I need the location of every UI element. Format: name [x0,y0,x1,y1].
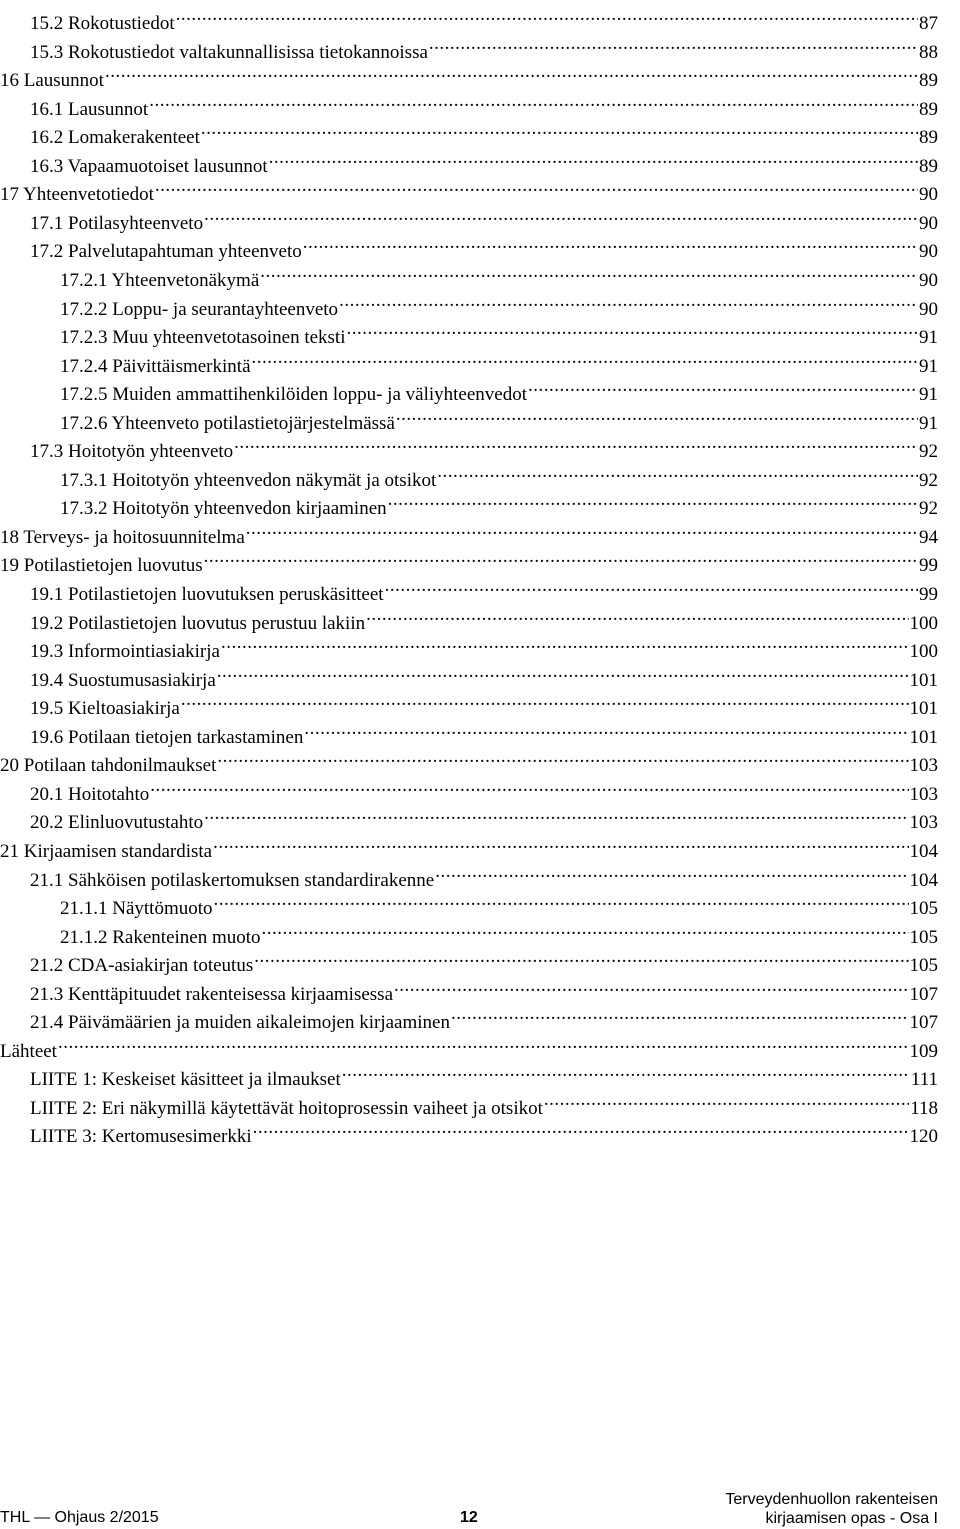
toc-dot-leader [221,629,909,657]
toc-dot-leader [181,686,909,714]
toc-entry-title: 21.4 Päivämäärien ja muiden aikaleimojen kirjaaminen [30,1012,450,1034]
toc-dot-leader [303,229,918,257]
toc-entry-page: 111 [910,1069,938,1091]
toc-entry-title: 17.1 Potilasyhteenveto [30,212,204,234]
toc-entry[interactable] [60,372,938,406]
toc-entry[interactable] [30,429,938,463]
toc-dot-leader [204,800,908,828]
toc-entry-title: 15.3 Rokotustiedot valtakunnallisissa tietokannoissa [30,41,428,63]
toc-dot-leader [262,915,909,943]
toc-dot-leader [204,543,918,571]
toc-entry[interactable] [30,658,938,691]
toc-entry-page: 90 [919,298,938,320]
toc-entry[interactable] [60,401,938,434]
toc-entry[interactable] [30,1114,938,1148]
toc-dot-leader [246,515,918,543]
toc-entry-page: 91 [919,355,938,377]
toc-entry[interactable] [30,87,938,120]
toc-entry-title: 20.2 Elinluovutustahto [30,812,204,834]
toc-entry-title: 21.1.1 Näyttömuoto [60,898,213,920]
toc-entry-title: 19.2 Potilastietojen luovutus perustuu lakiin [30,612,366,634]
toc-entry-page: 88 [919,41,938,63]
toc-dot-leader [394,972,908,1000]
toc-dot-leader [105,58,918,86]
toc-entry-page: 107 [909,983,938,1005]
toc-entry-title: 19.5 Kieltoasiakirja [30,698,180,720]
toc-dot-leader [342,1057,910,1085]
toc-entry-title: 20.1 Hoitotahto [30,783,150,805]
toc-entry-page: 103 [909,783,938,805]
toc-entry-page: 103 [909,812,938,834]
toc-dot-leader [429,30,918,58]
toc-entry[interactable] [30,800,938,834]
toc-entry-title: 21.1.2 Rakenteinen muoto [60,926,261,948]
toc-entry[interactable] [60,886,938,920]
toc-entry[interactable] [60,344,938,377]
toc-entry-page: 94 [919,526,938,548]
toc-entry[interactable] [60,915,938,948]
toc-dot-leader [149,87,918,115]
toc-entry[interactable] [0,743,938,777]
toc-entry[interactable] [30,572,938,605]
toc-entry-title: LIITE 2: Eri näkymillä käytettävät hoitoprosessin vaiheet ja otsikot [30,1097,543,1119]
toc-entry-title: 21 Kirjaamisen standardista [0,840,213,862]
toc-dot-leader [176,1,918,29]
toc-entry-page: 89 [919,155,938,177]
toc-entry-page: 118 [910,1097,938,1119]
toc-entry-page: 101 [909,669,938,691]
toc-dot-leader [339,287,918,315]
toc-entry-title: 21.3 Kenttäpituudet rakenteisessa kirjaamisessa [30,983,394,1005]
toc-entry-page: 92 [919,498,938,520]
page-footer [0,1490,960,1529]
toc-entry-page: 101 [909,698,938,720]
toc-entry-page: 91 [919,327,938,349]
toc-entry-title: 16 Lausunnot [0,70,104,92]
toc-entry-page: 100 [909,612,938,634]
toc-dot-leader [366,601,908,629]
toc-entry-title: 16.1 Lausunnot [30,98,149,120]
toc-dot-leader [214,886,909,914]
toc-dot-leader [385,572,918,600]
toc-dot-leader [234,429,918,457]
toc-dot-leader [528,372,918,400]
toc-dot-leader [155,172,918,200]
toc-entry-title: 17.2.5 Muiden ammattihenkilöiden loppu- ja väliyhteenvedot [60,384,527,406]
toc-entry[interactable] [0,172,938,206]
footer-title-line-2: kirjaamisen opas - Osa I [765,1510,938,1527]
toc-entry-title: 17.2.6 Yhteenveto potilastietojärjestelmässä [60,412,395,434]
toc-entry[interactable] [30,1,938,34]
toc-entry-title: 17.3.1 Hoitotyön yhteenvedon näkymät ja otsikot [60,469,437,491]
toc-entry-title: 17.2.4 Päivittäismerkintä [60,355,251,377]
toc-entry-title: 17.2.2 Loppu- ja seurantayhteenveto [60,298,339,320]
toc-dot-leader [252,344,918,372]
toc-entry-page: 109 [909,1040,938,1062]
toc-entry[interactable] [0,515,938,548]
toc-dot-leader [217,658,909,686]
footer-title [725,1490,938,1528]
toc-entry-page: 105 [909,955,938,977]
toc-entry[interactable] [30,972,938,1005]
toc-dot-leader [437,458,918,486]
toc-entry[interactable] [30,772,938,805]
toc-entry[interactable] [0,829,938,862]
toc-entry[interactable] [30,115,938,149]
toc-dot-leader [544,1086,909,1114]
toc-entry-title: 19.1 Potilastietojen luovutuksen peruskäsitteet [30,584,384,605]
toc-entry-title: 17.2.3 Muu yhteenvetotasoinen teksti [60,327,346,349]
toc-entry-page: 89 [919,127,938,149]
toc-entry-title: 21.2 CDA-asiakirjan toteutus [30,955,254,977]
toc-entry-title: 19 Potilastietojen luovutus [0,555,203,577]
toc-entry[interactable] [30,1057,938,1091]
toc-dot-leader [346,315,918,343]
toc-entry-title: 20 Potilaan tahdonilmaukset [0,755,217,777]
toc-dot-leader [451,1000,909,1028]
toc-entry-page: 92 [919,441,938,463]
toc-entry[interactable] [0,543,938,577]
toc-entry[interactable] [30,943,938,977]
toc-entry[interactable] [30,144,938,177]
toc-entry[interactable] [0,1029,938,1062]
toc-entry[interactable] [60,458,938,491]
toc-entry-title: 18 Terveys- ja hoitosuunnitelma [0,526,245,548]
toc-entry[interactable] [60,258,938,291]
toc-dot-leader [254,943,908,971]
toc-entry[interactable] [30,201,938,234]
toc-entry-page: 90 [919,241,938,263]
toc-dot-leader [304,715,908,743]
toc-entry[interactable] [60,315,938,349]
toc-entry-page: 92 [919,469,938,491]
toc-entry-title: 17.3.2 Hoitotyön yhteenvedon kirjaaminen [60,498,387,520]
toc-entry[interactable] [30,686,938,720]
toc-entry-title: Lähteet [0,1040,57,1062]
toc-dot-leader [204,201,918,229]
toc-dot-leader [58,1029,909,1057]
toc-entry[interactable] [30,715,938,748]
footer-title-line-1: Terveydenhuollon rakenteisen [725,1491,938,1508]
toc-entry-title: 16.3 Vapaamuotoiset lausunnot [30,155,268,177]
toc-entry-title: LIITE 3: Kertomusesimerkki [30,1126,252,1148]
toc-entry-page: 90 [919,184,938,206]
toc-dot-leader [150,772,908,800]
toc-entry-page: 100 [909,641,938,663]
toc-entry-page: 89 [919,98,938,120]
toc-entry[interactable] [30,1000,938,1034]
toc-entry-title: 17.2.1 Yhteenvetonäkymä [60,269,260,291]
toc-dot-leader [213,829,908,857]
toc-entry-title: 21.1 Sähköisen potilaskertomuksen standardirakenne [30,869,435,891]
toc-entry-page: 99 [919,584,938,605]
toc-entry-page: 90 [919,269,938,291]
toc-entry-page: 90 [919,212,938,234]
toc-dot-leader [253,1114,909,1142]
toc-entry-page: 91 [919,412,938,434]
footer-publication: THL — Ohjaus 2/2015 [0,1509,159,1526]
toc-entry[interactable] [30,30,938,63]
toc-entry-page: 104 [909,840,938,862]
toc-entry[interactable] [30,229,938,263]
toc-entry-title: 19.4 Suostumusasiakirja [30,669,216,691]
toc-dot-leader [201,115,918,143]
toc-dot-leader [396,401,918,429]
toc-entry-page: 105 [909,898,938,920]
toc-entry-page: 101 [909,726,938,748]
toc-entry[interactable] [30,601,938,634]
toc-dot-leader [217,743,908,771]
toc-entry-page: 104 [909,869,938,891]
toc-dot-leader [269,144,918,172]
toc-entry-title: 15.2 Rokotustiedot [30,13,175,34]
toc-entry-page: 89 [919,70,938,92]
toc-entry[interactable] [0,58,938,92]
toc-entry-title: 17.2 Palvelutapahtuman yhteenveto [30,241,302,263]
toc-entry[interactable] [30,1086,938,1119]
toc-entry-title: 17 Yhteenvetotiedot [0,184,154,206]
toc-dot-leader [388,486,918,514]
toc-entry-page: 107 [909,1012,938,1034]
toc-entry-title: 17.3 Hoitotyön yhteenveto [30,441,234,463]
toc-entry-page: 99 [919,555,938,577]
toc-entry-title: LIITE 1: Keskeiset käsitteet ja ilmaukset [30,1069,341,1091]
toc-entry-page: 120 [909,1126,938,1148]
toc-entry-page: 103 [909,755,938,777]
toc-entry-page: 105 [909,926,938,948]
toc-dot-leader [260,258,918,286]
toc-entry[interactable] [30,629,938,663]
footer-page-number: 12 [460,1509,478,1526]
toc-entry[interactable] [60,486,938,520]
toc-entry[interactable] [60,287,938,320]
toc-entry-page: 91 [919,384,938,406]
toc-entry[interactable] [30,858,938,891]
toc-entry-page: 87 [919,13,938,34]
toc-dot-leader [435,858,908,886]
toc-entry-title: 19.3 Informointiasiakirja [30,641,220,663]
toc-entry-title: 19.6 Potilaan tietojen tarkastaminen [30,726,304,748]
toc-entry-title: 16.2 Lomakerakenteet [30,127,200,149]
